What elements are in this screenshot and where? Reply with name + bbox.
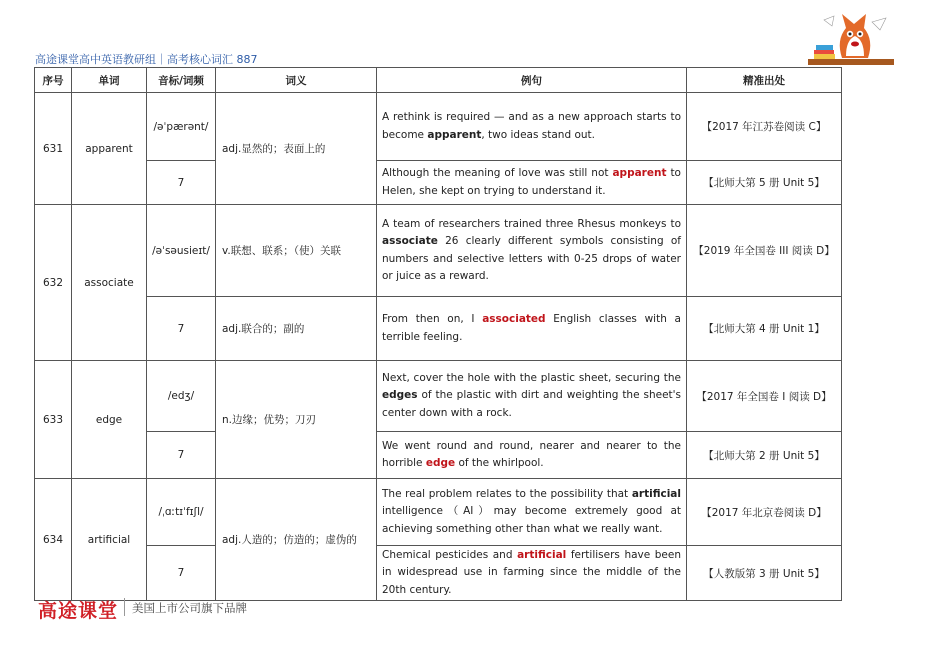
entry-phonetic: /edʒ/ (147, 361, 216, 432)
column-header-number: 序号 (35, 68, 72, 93)
entry-phonetic: /ˌɑːtɪˈfɪʃl/ (147, 479, 216, 546)
keyword-highlight: edges (382, 389, 418, 402)
example-sentence: The real problem relates to the possibility that artificial intelligence（AI）may become extremely good at achieving something other than what we really want. (377, 479, 687, 546)
table-row (35, 297, 842, 361)
column-header-phonetic: 音标/词频 (147, 68, 216, 93)
table-row (35, 432, 842, 479)
keyword-highlight: apparent (612, 167, 667, 179)
entry-word: apparent (72, 93, 147, 205)
example-source: 【2017 年全国卷 I 阅读 D】 (687, 361, 842, 432)
example-sentence: Although the meaning of love was still not apparent to Helen, she kept on trying to understand it. (377, 161, 687, 205)
keyword-highlight: associated (482, 313, 546, 325)
example-source: 【北师大第 2 册 Unit 5】 (687, 432, 842, 479)
example-sentence: We went round and round, nearer and nearer to the horrible edge of the whirlpool. (377, 432, 687, 479)
keyword-highlight: associate (382, 235, 438, 247)
entry-number: 634 (35, 479, 72, 601)
fox-mascot-illustration (806, 10, 896, 72)
entry-meaning: n.边缘；优势；刀刃 (216, 361, 377, 479)
table-row (35, 205, 842, 297)
entry-frequency: 7 (147, 161, 216, 205)
table-header-row (35, 68, 842, 93)
table-row (35, 93, 842, 161)
column-header-word: 单词 (72, 68, 147, 93)
example-sentence: Next, cover the hole with the plastic sheet, securing the edges of the plastic with dirt and weighting the sheet's center down with a rock. (377, 361, 687, 432)
example-source: 【2017 年北京卷阅读 D】 (687, 479, 842, 546)
entry-meaning: adj.人造的；仿造的；虚伪的 (216, 479, 377, 601)
entry-word: edge (72, 361, 147, 479)
table-row (35, 161, 842, 205)
entry-phonetic: /əˈsəusieɪt/ (147, 205, 216, 297)
entry-meaning: adj.联合的；副的 (216, 297, 377, 361)
example-source: 【北师大第 5 册 Unit 5】 (687, 161, 842, 205)
entry-meaning: adj.显然的；表面上的 (216, 93, 377, 205)
column-header-source: 精准出处 (687, 68, 842, 93)
footer-divider (124, 598, 125, 616)
entry-frequency: 7 (147, 432, 216, 479)
vocabulary-table (34, 67, 842, 601)
table-row (35, 479, 842, 546)
column-header-meaning: 词义 (216, 68, 377, 93)
example-sentence: A rethink is required — and as a new approach starts to become apparent, two ideas stand out. (377, 93, 687, 161)
example-sentence: Chemical pesticides and artificial fertilisers have been in widespread use in farming since the middle of the 20th century. (377, 546, 687, 601)
brand-tagline: 美国上市公司旗下品牌 (132, 601, 247, 615)
entry-number: 632 (35, 205, 72, 361)
page-header-title: 高途课堂高中英语教研组｜高考核心词汇 887 (35, 53, 258, 66)
keyword-highlight: edge (425, 457, 456, 469)
table-row (35, 546, 842, 601)
entry-phonetic: /əˈpærənt/ (147, 93, 216, 161)
entry-number: 633 (35, 361, 72, 479)
keyword-highlight: artificial (517, 548, 567, 561)
entry-frequency: 7 (147, 546, 216, 601)
entry-frequency: 7 (147, 297, 216, 361)
example-source: 【2019 年全国卷 III 阅读 D】 (687, 205, 842, 297)
keyword-highlight: artificial (631, 487, 681, 500)
entry-number: 631 (35, 93, 72, 205)
column-header-example: 例句 (377, 68, 687, 93)
example-source: 【2017 年江苏卷阅读 C】 (687, 93, 842, 161)
entry-meaning: v.联想、联系；（使）关联 (216, 205, 377, 297)
example-sentence: From then on, I associated English classes with a terrible feeling. (377, 297, 687, 361)
entry-word: associate (72, 205, 147, 361)
keyword-highlight: apparent (427, 128, 482, 141)
table-row (35, 361, 842, 432)
example-source: 【人教版第 3 册 Unit 5】 (687, 546, 842, 601)
example-source: 【北师大第 4 册 Unit 1】 (687, 297, 842, 361)
example-sentence: A team of researchers trained three Rhesus monkeys to associate 26 clearly different symbols consisting of numbers and selective letters with 0-25 drops of water or juice as a reward. (377, 205, 687, 297)
entry-word: artificial (72, 479, 147, 601)
brand-logo: 高途课堂 (38, 600, 119, 622)
